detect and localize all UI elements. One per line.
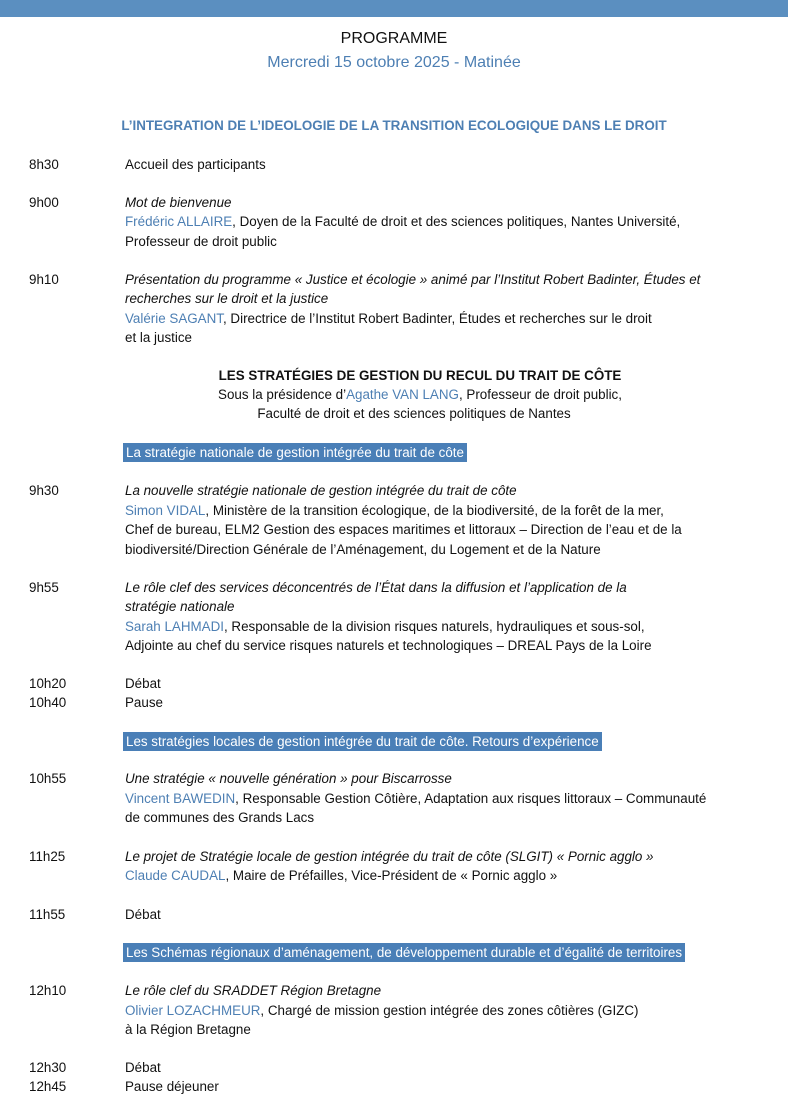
talk-title: Mot de bienvenue [125, 195, 232, 210]
time-label: 9h10 [29, 272, 59, 287]
time-label: 10h40 [29, 695, 67, 710]
section-title: LES STRATÉGIES DE GESTION DU RECUL DU TRAIT DE CÔTE [218, 368, 622, 383]
agenda-text: Pause [125, 695, 163, 710]
speaker-role: , Doyen de la Faculté de droit et des sciences politiques, Nantes Université, [232, 214, 681, 229]
time-label: 9h55 [29, 580, 59, 595]
speaker-role-cont: à la Région Bretagne [125, 1022, 251, 1037]
subsection-band: La stratégie nationale de gestion intégrée du trait de côte [123, 443, 467, 462]
speaker-line [125, 214, 680, 229]
page-subtitle: Mercredi 15 octobre 2025 - Matinée [267, 54, 521, 71]
section-chair-cont: Faculté de droit et des sciences politiques de Nantes [257, 406, 571, 421]
time-label: 10h55 [29, 771, 67, 786]
time-label: 11h55 [29, 907, 66, 922]
talk-title-cont: stratégie nationale [125, 599, 235, 614]
top-color-bar [0, 0, 788, 17]
speaker-role: , Ministère de la transition écologique, de la biodiversité, de la forêt de la mer, [205, 503, 664, 518]
talk-title: Le projet de Stratégie locale de gestion intégrée du trait de côte (SLGIT) « Pornic agglo » [125, 849, 654, 864]
speaker-role: , Responsable de la division risques naturels, hydrauliques et sous-sol, [223, 619, 645, 634]
speaker-role: , Directrice de l’Institut Robert Badinter, Études et recherches sur le droit [222, 311, 652, 326]
page-title: PROGRAMME [340, 30, 448, 47]
speaker-name: Simon VIDAL [125, 503, 206, 518]
speaker-name: Olivier LOZACHMEUR [125, 1003, 261, 1018]
time-label: 12h10 [29, 983, 67, 998]
talk-title: La nouvelle stratégie nationale de gestion intégrée du trait de côte [125, 483, 517, 498]
speaker-name: Claude CAUDAL [125, 868, 226, 883]
time-label: 12h45 [29, 1079, 67, 1094]
agenda-text: Débat [125, 1060, 161, 1075]
agenda-text: Pause déjeuner [125, 1079, 219, 1094]
time-label: 8h30 [29, 157, 59, 172]
speaker-role: , Chargé de mission gestion intégrée des zones côtières (GIZC) [260, 1003, 639, 1018]
chair-prefix: Sous la présidence d’ [218, 387, 347, 402]
agenda-text: Débat [125, 676, 161, 691]
theme-heading: L’INTEGRATION DE L’IDEOLOGIE DE LA TRANSITION ECOLOGIQUE DANS LE DROIT [121, 118, 667, 133]
talk-title: Présentation du programme « Justice et écologie » animé par l’Institut Robert Badinter, Études et [125, 272, 701, 287]
speaker-role-cont: Adjointe au chef du service risques naturels et technologiques – DREAL Pays de la Loire [125, 638, 652, 653]
chair-name: Agathe VAN LANG [346, 387, 459, 402]
speaker-role-cont: de communes des Grands Lacs [125, 810, 315, 825]
speaker-line [125, 868, 557, 883]
speaker-name: Frédéric ALLAIRE [125, 214, 233, 229]
talk-title-cont: recherches sur le droit et la justice [125, 291, 329, 306]
speaker-line [125, 619, 645, 634]
speaker-line [125, 311, 652, 326]
speaker-name: Vincent BAWEDIN [125, 791, 236, 806]
agenda-text: Accueil des participants [125, 157, 266, 172]
talk-title: Une stratégie « nouvelle génération » pour Biscarrosse [125, 771, 452, 786]
speaker-line [125, 1003, 639, 1018]
speaker-role-cont: et la justice [125, 330, 192, 345]
subsection-band: Les Schémas régionaux d’aménagement, de développement durable et d’égalité de territoires [123, 943, 685, 962]
speaker-role: , Maire de Préfailles, Vice-Président de « Pornic agglo » [225, 868, 558, 883]
chair-role: , Professeur de droit public, [458, 387, 622, 402]
speaker-name: Valérie SAGANT [125, 311, 223, 326]
speaker-role-cont: Professeur de droit public [125, 234, 277, 249]
speaker-role: , Responsable Gestion Côtière, Adaptation aux risques littoraux – Communauté [235, 791, 707, 806]
agenda-text: Débat [125, 907, 161, 922]
time-label: 11h25 [29, 849, 66, 864]
time-label: 10h20 [29, 676, 67, 691]
speaker-role-cont: Chef de bureau, ELM2 Gestion des espaces maritimes et littoraux – Direction de l’eau et de la [125, 522, 682, 537]
talk-title: Le rôle clef des services déconcentrés de l’État dans la diffusion et l’application de la [125, 580, 627, 595]
speaker-line [125, 791, 706, 806]
time-label: 9h30 [29, 483, 59, 498]
speaker-name: Sarah LAHMADI [125, 619, 224, 634]
speaker-role-cont: biodiversité/Direction Générale de l’Aménagement, du Logement et de la Nature [125, 542, 601, 557]
talk-title: Le rôle clef du SRADDET Région Bretagne [125, 983, 382, 998]
time-label: 12h30 [29, 1060, 67, 1075]
section-chair [0, 387, 788, 402]
time-label: 9h00 [29, 195, 59, 210]
subsection-band: Les stratégies locales de gestion intégrée du trait de côte. Retours d’expérience [123, 732, 602, 751]
speaker-line [125, 503, 664, 518]
